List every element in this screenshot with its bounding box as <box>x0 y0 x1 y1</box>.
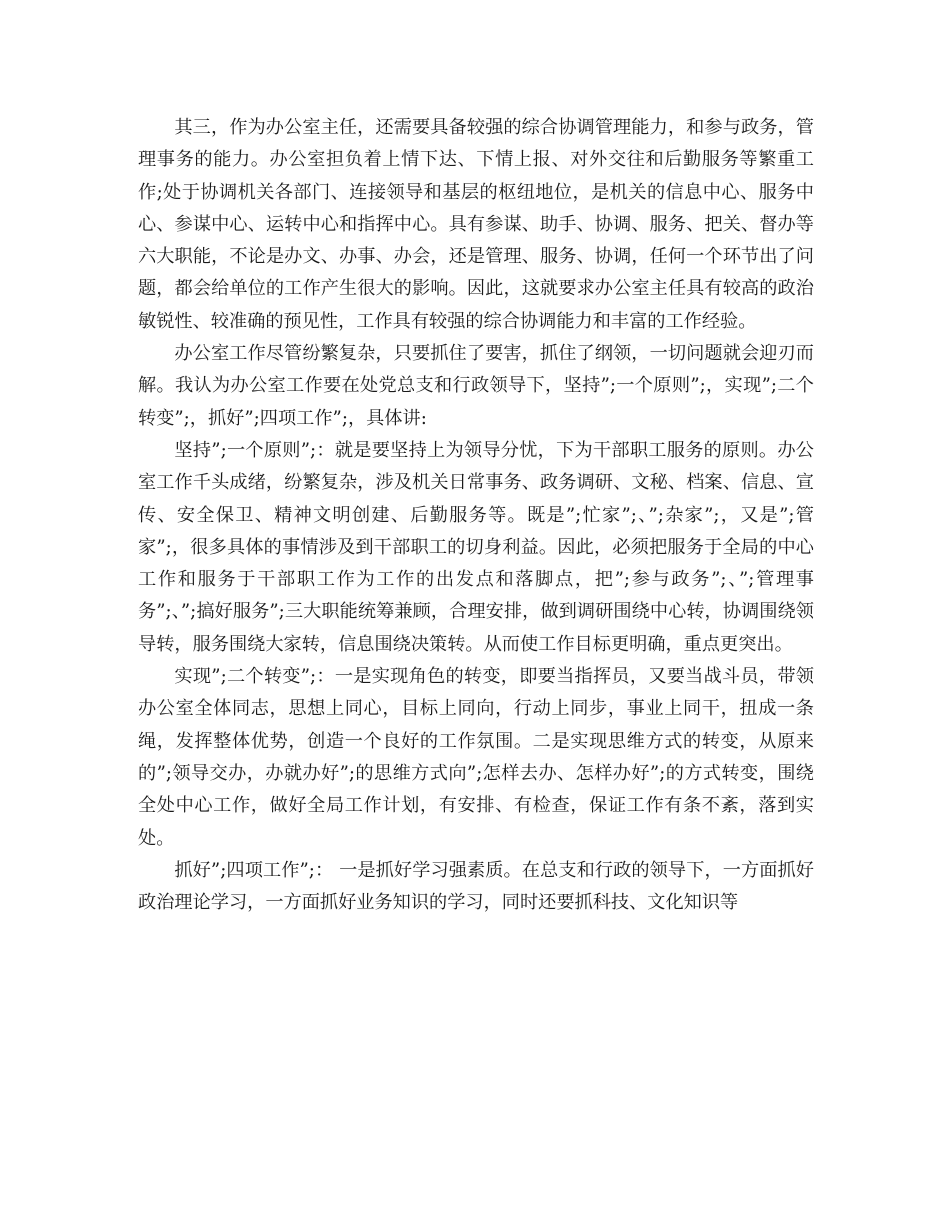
paragraph-work-overview: 办公室工作尽管纷繁复杂，只要抓住了要害，抓住了纲领，一切问题就会迎刃而解。我认为办公室工作要在处党总支和行政领导下，坚持”;一个原则”;，实现”;二个转变”;，抓好”;四项工作”;，具体讲: <box>138 343 814 429</box>
paragraph-coordination-ability: 其三，作为办公室主任，还需要具备较强的综合协调管理能力，和参与政务，管理事务的能力。办公室担负着上情下达、下情上报、对外交往和后勤服务等繁重工作;处于协调机关各部门、连接领导和基层的枢纽地位，是机关的信息中心、服务中心、参谋中心、运转中心和指挥中心。具有参谋、助手、协调、服务、把关、督办等六大职能，不论是办文、办事、办会，还是管理、服务、协调，任何一个环节出了问题，都会给单位的工作产生很大的影响。因此，这就要求办公室主任具有较高的政治敏锐性、较准确的预见性，工作具有较强的综合协调能力和丰富的工作经验。 <box>138 117 814 332</box>
paragraph-one-principle: 坚持”;一个原则”;：就是要坚持上为领导分忧，下为干部职工服务的原则。办公室工作千头成绪，纷繁复杂，涉及机关日常事务、政务调研、文秘、档案、信息、宣传、安全保卫、精神文明创建、后勤服务等。既是”;忙家”;、”;杂家”;，又是”;管家”;，很多具体的事情涉及到干部职工的切身利益。因此，必须把服务于全局的中心工作和服务于干部职工作为工作的出发点和落脚点，把”;参与政务”;、”;管理事务”;、”;搞好服务”;三大职能统筹兼顾，合理安排，做到调研围绕中心转，协调围绕领导转，服务围绕大家转，信息围绕决策转。从而使工作目标更明确，重点更突出。 <box>138 439 814 655</box>
paragraph-two-transformations: 实现”;二个转变”;：一是实现角色的转变，即要当指挥员，又要当战斗员，带领办公室全体同志，思想上同心，目标上同向，行动上同步，事业上同干，扭成一条绳，发挥整体优势，创造一个良好的工作氛围。二是实现思维方式的转变，从原来的”;领导交办，办就办好”;的思维方式向”;怎样去办、怎样办好”;的方式转变，围绕全处中心工作，做好全局工作计划，有安排、有检查，保证工作有条不紊，落到实处。 <box>138 666 814 849</box>
document-body <box>138 112 814 919</box>
paragraph-four-tasks: 抓好”;四项工作”;： 一是抓好学习强素质。在总支和行政的领导下，一方面抓好政治理论学习，一方面抓好业务知识的学习，同时还要抓科技、文化知识等 <box>138 859 814 914</box>
